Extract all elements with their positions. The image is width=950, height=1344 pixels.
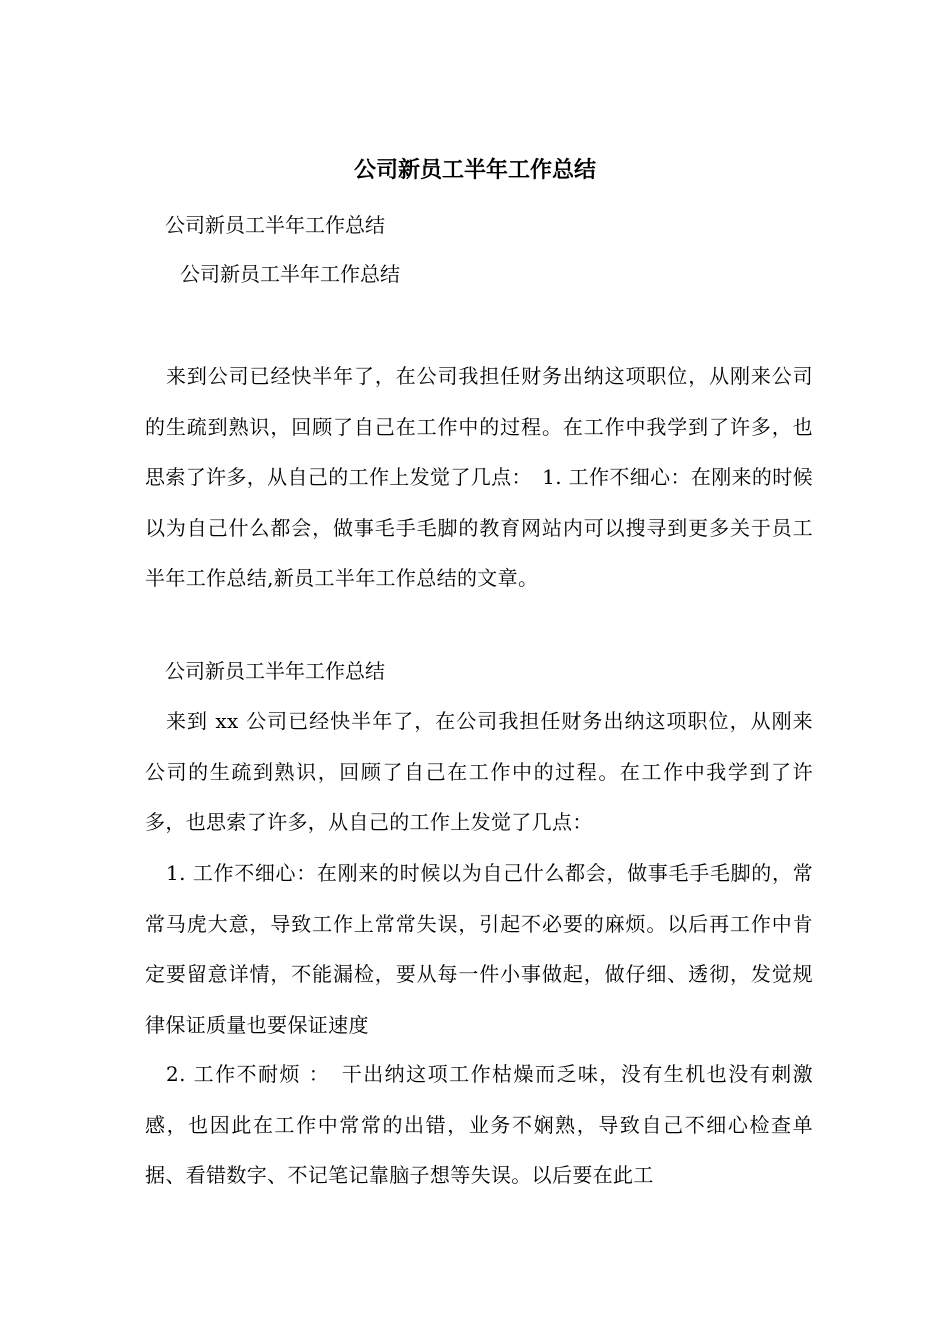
body-paragraph-2: 来到 xx 公司已经快半年了，在公司我担任财务出纳这项职位，从刚来公司的生疏到熟识，回顾了自己在工作中的过程。在工作中我学到了许多，也思索了许多，从自己的工作上发觉了几点： [145,709,813,835]
body-paragraph-1: 来到公司已经快半年了，在公司我担任财务出纳这项职位，从刚来公司的生疏到熟识，回顾了自己在工作中的过程。在工作中我学到了许多，也思索了许多，从自己的工作上发觉了几点： 1. 工作不细心：在刚来的时候以为自己什么都会，做事毛手毛脚的教育网站内可以搜寻到更多关于员工半年工作总结,新员工半年工作总结的文章。 [145,364,813,591]
subtitle-line-2: 公司新员工半年工作总结 [180,262,400,286]
document-title: 公司新员工半年工作总结 [353,157,596,183]
body-paragraph-4: 2. 工作不耐烦 ： 干出纳这项工作枯燥而乏味，没有生机也没有刺激感，也因此在工作中常常的出错，业务不娴熟，导致自己不细心检查单据、看错数字、不记笔记靠脑子想等失误。以后要在此工 [145,1062,813,1188]
subtitle-line-1: 公司新员工半年工作总结 [165,213,385,237]
section-heading: 公司新员工半年工作总结 [165,659,385,683]
body-paragraph-3: 1. 工作不细心：在刚来的时候以为自己什么都会，做事毛手毛脚的，常常马虎大意，导致工作上常常失误，引起不必要的麻烦。以后再工作中肯定要留意详情，不能漏检，要从每一件小事做起，做仔细、透彻，发觉规律保证质量也要保证速度 [145,861,813,1037]
